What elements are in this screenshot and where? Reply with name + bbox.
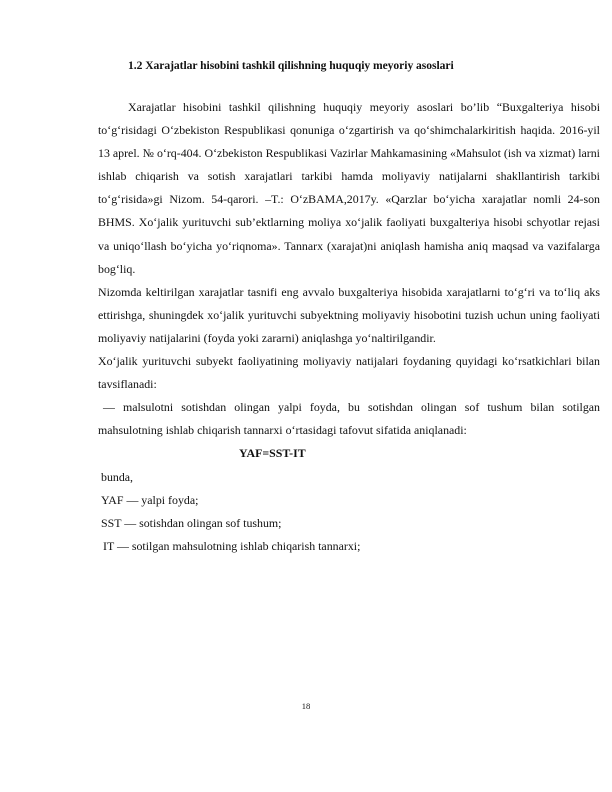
formula: YAF=SST-IT <box>239 446 306 461</box>
definition-sst: SST — sotishdan olingan sof tushum; <box>101 515 282 530</box>
body-text <box>98 96 600 558</box>
page-number: 18 <box>301 701 311 711</box>
paragraph-gross-profit: — malsulotni sotishdan olingan yalpi foyda, bu sotishdan olingan sof tushum bilan sotilgan mahsulotning ishlab chiqarish tannarxi o‘rtasidagi tafovut sifatida aniqlanadi: <box>98 400 600 438</box>
paragraph-legal-basis: Xarajatlar hisobini tashkil qilishning huquqiy meyoriy asoslari bo’lib “Buxgalteriya hisobi to‘g‘risidagi O‘zbekiston Respublikasi qonuniga o‘zgartirish va qo‘shimchalarkiritish haqida. 2016-yil 13 aprel. № o‘rq-404. O‘zbekiston Respublikasi Vazirlar Mahkamasining «Mahsulot (ish va xizmat) larni ishlab chiqarish va sotish xarajatlari tarkibi hamda moliyaviy natijalarni shakllantirish tarkibi to‘g‘risida»gi Nizom. 54-qarori. –T.: O‘zBAMA,2017y. «Qarzlar bo‘yicha xarajatlar nomli 24-son BHMS. Xo‘jalik yurituvchi sub’ektlarning moliya xo‘jalik faoliyati buxgalteriya hisobi schyotlar rejasi va uniqo‘llash bo‘yicha yo‘riqnoma». Tannarx (xarajat)ni aniqlash hamisha aniq maqsad va vazifalarga bog‘liq. <box>98 100 600 276</box>
definition-it: IT — sotilgan mahsulotning ishlab chiqarish tannarxi; <box>103 538 361 553</box>
paragraph-financial-results: Xo‘jalik yurituvchi subyekt faoliyatining moliyaviy natijalari foydaning quyidagi ko‘rsatkichlari bilan tavsiflanadi: <box>98 354 600 392</box>
definition-intro: bunda, <box>101 469 134 484</box>
paragraph-classification: Nizomda keltirilgan xarajatlar tasnifi eng avvalo buxgalteriya hisobida xarajatlarni to‘g‘ri va to‘liq aks ettirishga, shuningdek xo‘jalik yurituvchi subyektning moliyaviy hisobotini tuzish uchun uning faoliyati moliyaviy natijalarini (foyda yoki zararni) aniqlashga yo‘naltirilgandir. <box>98 284 600 345</box>
definition-yaf: YAF — yalpi foyda; <box>101 492 199 507</box>
section-heading: 1.2 Xarajatlar hisobini tashkil qilishning huquqiy meyoriy asoslari <box>128 59 454 72</box>
